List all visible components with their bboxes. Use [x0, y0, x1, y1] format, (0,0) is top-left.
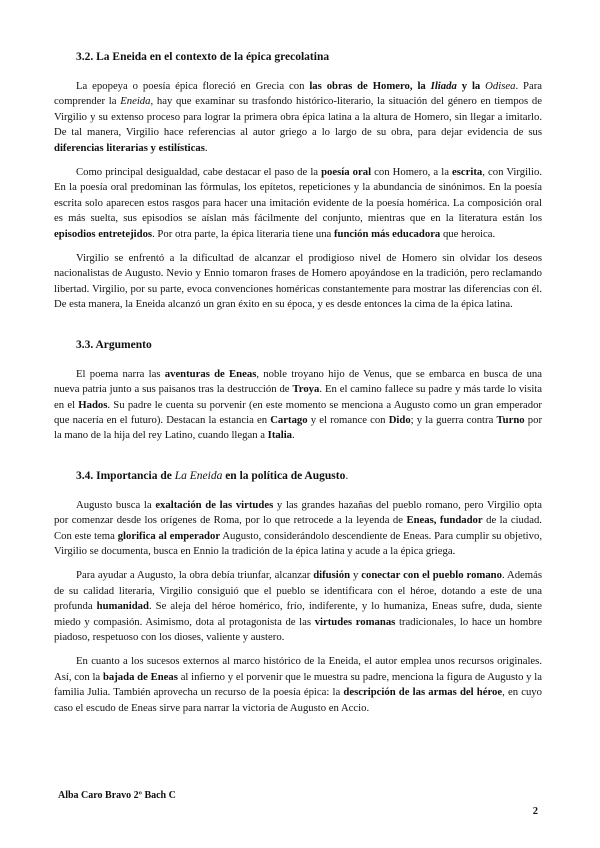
- section-heading-3-2: 3.2. La Eneida en el contexto de la épica grecolatina: [76, 51, 330, 63]
- paragraph: El poema narra las aventuras de Eneas, noble troyano hijo de Venus, que se embarca en busca de una nueva patria junto a sus paisanos tras la destrucción de Troya. En el camino fallece su padre y más tarde lo visita en el Hados. Su padre le cuenta su porvenir (en este momento se menciona a Augusto como un gran emperador que nacería en el futuro). Destacan la estancia en Cartago y el romance con Dido; y la guerra contra Turno por la mano de la hija del rey Latino, cuando llegan a Italia.: [54, 367, 543, 442]
- section-heading-3-4: 3.4. Importancia de La Eneida en la política de Augusto.: [76, 469, 349, 482]
- section-heading-3-3: 3.3. Argumento: [76, 338, 152, 351]
- footer-author: Alba Caro Bravo 2º Bach C: [58, 790, 176, 801]
- paragraph: Augusto busca la exaltación de las virtudes y las grandes hazañas del pueblo romano, pero Virgilio opta por comenzar desde los orígenes de Roma, por lo que retrocede a la leyenda de Eneas, fundador de la ciudad. Con este tema glorifica al emperador Augusto, considerándolo descendiente de Eneas. Para cumplir su objetivo, Virgilio se documenta, busca en Ennio la tradición de la épica latina y acude a la épica griega.: [54, 498, 543, 557]
- paragraph: Para ayudar a Augusto, la obra debía triunfar, alcanzar difusión y conectar con el pueblo romano. Además de su calidad literaria, Virgilio consiguió que el pueblo se identificara con el héroe, dotando a este de una profunda humanidad. Se aleja del héroe homérico, frío, indiferente, y lo humaniza, Eneas sufre, duda, siente miedo y compasión. Asimismo, dota al protagonista de las virtudes romanas tradicionales, lo hace un hombre piadoso, respetuoso con los dioses, valiente y austero.: [54, 569, 543, 643]
- paragraph: Virgilio se enfrentó a la dificultad de alcanzar el prodigioso nivel de Homero sin olvidar los deseos nacionalistas de Augusto. Nevio y Ennio tomaron frases de Homero apoyándose en la tradición, pero reclamando libertad. Virgilio, por su parte, evoca convenciones homéricas constantemente para mostrar las diferencias con él. De esta manera, la Eneida alcanzó un gran éxito en su época, y es desde entonces la cima de la épica latina.: [54, 252, 542, 311]
- paragraph: La epopeya o poesía épica floreció en Grecia con las obras de Homero, la Iliada y la Odisea. Para comprender la Eneida, hay que examinar su trasfondo histórico-literario, la situación del género en tiempos de Virgilio y su extenso proceso para lograr la primera obra épica latina a la altura de Homero, sin llegar a imitarlo. De tal manera, Virgilio hace referencias al autor griego a lo largo de su obra, para dejar evidencia de sus diferencias literarias y estilísticas.: [54, 80, 542, 154]
- paragraph: En cuanto a los sucesos externos al marco histórico de la Eneida, el autor emplea unos recursos originales. Así, con la bajada de Eneas al infierno y el porvenir que le muestra su padre, menciona la figura de Augusto y la familia Julia. También aprovecha un recurso de la poesía épica: la descripción de las armas del héroe, en cuyo caso el escudo de Eneas sirve para narrar la victoria de Augusto en Accio.: [54, 655, 542, 714]
- document-page: [54, 50, 542, 725]
- paragraph: Como principal desigualdad, cabe destacar el paso de la poesía oral con Homero, a la escrita, con Virgilio. En la poesía oral predominan las fórmulas, los epítetos, repeticiones y la abundancia de sinónimos. En la poesía escrita solo aparecen estos rasgos para hacer una imitación evidente de la poesía homérica. La composición oral es más suelta, sus episodios se aíslan más fácilmente del conjunto, mientras que en la literatura están los episodios entretejidos. Por otra parte, la épica literaria tiene una función más educadora que heroica.: [54, 166, 542, 240]
- page-number: 2: [532, 806, 538, 817]
